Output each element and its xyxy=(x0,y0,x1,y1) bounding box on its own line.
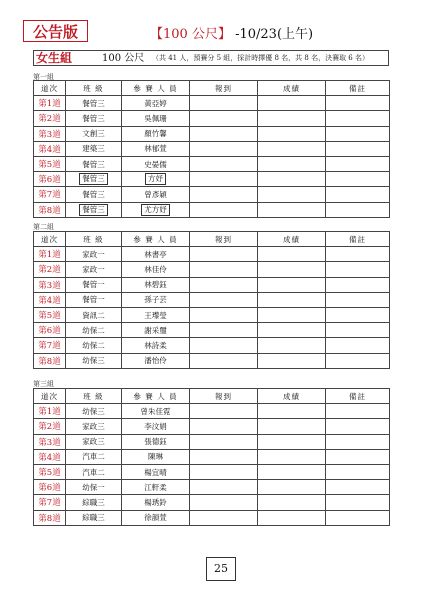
class-cell: 幼保二 xyxy=(66,338,122,353)
lane-cell: 第1道 xyxy=(34,247,66,262)
remarks-cell xyxy=(326,277,390,292)
checkin-cell xyxy=(190,277,258,292)
class-cell xyxy=(66,202,122,217)
class-cell: 餐管一 xyxy=(66,292,122,307)
lane-cell: 第4道 xyxy=(34,141,66,156)
lane-cell: 第6道 xyxy=(34,480,66,495)
column-header: 班 級 xyxy=(66,81,122,96)
class-cell: 綜職三 xyxy=(66,495,122,510)
remarks-cell xyxy=(326,464,390,479)
checkin-cell xyxy=(190,141,258,156)
class-cell: 幼保三 xyxy=(66,404,122,419)
table-row xyxy=(34,126,390,141)
checkin-cell xyxy=(190,156,258,171)
header-row xyxy=(34,81,390,96)
remarks-cell xyxy=(326,353,390,368)
category-bar xyxy=(33,50,389,66)
table-row xyxy=(34,202,390,217)
lane-cell: 第3道 xyxy=(34,277,66,292)
checkin-cell xyxy=(190,292,258,307)
athlete-cell: 林詩柔 xyxy=(122,338,190,353)
column-header: 道次 xyxy=(34,232,66,247)
athlete-cell xyxy=(122,172,190,187)
athlete-cell: 潘怡伶 xyxy=(122,353,190,368)
result-cell xyxy=(258,111,326,126)
boxed-class-text: 餐管三 xyxy=(79,173,108,185)
table-row xyxy=(34,510,390,525)
lane-cell: 第2道 xyxy=(34,262,66,277)
heat-table xyxy=(33,80,390,218)
table-row xyxy=(34,434,390,449)
class-cell: 餐管三 xyxy=(66,111,122,126)
athlete-cell: 陳琳 xyxy=(122,449,190,464)
table-row xyxy=(34,307,390,322)
class-cell: 餐管一 xyxy=(66,277,122,292)
lane-cell: 第2道 xyxy=(34,111,66,126)
class-cell: 幼保二 xyxy=(66,323,122,338)
class-cell: 家政一 xyxy=(66,262,122,277)
boxed-athlete-text: 方妤 xyxy=(145,173,166,185)
remarks-cell xyxy=(326,172,390,187)
class-cell: 餐管三 xyxy=(66,187,122,202)
announcement-badge: 公告版 xyxy=(23,20,88,42)
athlete-cell: 史晏儒 xyxy=(122,156,190,171)
remarks-cell xyxy=(326,292,390,307)
checkin-cell xyxy=(190,480,258,495)
column-header: 參 賽 人 員 xyxy=(122,389,190,404)
lane-cell: 第4道 xyxy=(34,449,66,464)
checkin-cell xyxy=(190,353,258,368)
event-title xyxy=(150,23,313,42)
result-cell xyxy=(258,96,326,111)
result-cell xyxy=(258,510,326,525)
boxed-class-text: 餐管三 xyxy=(79,204,108,216)
page-number: 25 xyxy=(206,557,236,581)
lane-cell: 第5道 xyxy=(34,307,66,322)
athlete-cell: 李汶娟 xyxy=(122,419,190,434)
remarks-cell xyxy=(326,126,390,141)
athlete-cell: 孫子芸 xyxy=(122,292,190,307)
class-cell: 家政一 xyxy=(66,247,122,262)
heat-label: 第二組 xyxy=(33,223,54,231)
lane-cell: 第6道 xyxy=(34,172,66,187)
checkin-cell xyxy=(190,111,258,126)
heat-label: 第一組 xyxy=(33,73,54,81)
result-cell xyxy=(258,262,326,277)
checkin-cell xyxy=(190,262,258,277)
remarks-cell xyxy=(326,307,390,322)
athlete-cell: 江軒柔 xyxy=(122,480,190,495)
class-cell: 資訊二 xyxy=(66,307,122,322)
column-header: 成績 xyxy=(258,232,326,247)
column-header: 報到 xyxy=(190,232,258,247)
column-header: 備註 xyxy=(326,232,390,247)
athlete-cell: 林郁萱 xyxy=(122,141,190,156)
athlete-cell: 王瓈瑩 xyxy=(122,307,190,322)
column-header: 報到 xyxy=(190,389,258,404)
lane-cell: 第7道 xyxy=(34,495,66,510)
athlete-cell: 林佳伶 xyxy=(122,262,190,277)
athlete-cell: 顏竹馨 xyxy=(122,126,190,141)
checkin-cell xyxy=(190,404,258,419)
table-row xyxy=(34,262,390,277)
table-row xyxy=(34,323,390,338)
checkin-cell xyxy=(190,247,258,262)
checkin-cell xyxy=(190,323,258,338)
remarks-cell xyxy=(326,202,390,217)
column-header: 參 賽 人 員 xyxy=(122,232,190,247)
column-header: 備註 xyxy=(326,81,390,96)
remarks-cell xyxy=(326,141,390,156)
remarks-cell xyxy=(326,404,390,419)
remarks-cell xyxy=(326,495,390,510)
athlete-cell: 林碧鈺 xyxy=(122,277,190,292)
distance-label: 100 公尺 xyxy=(102,53,145,64)
remarks-cell xyxy=(326,187,390,202)
heat-table xyxy=(33,388,390,526)
class-cell: 汽車二 xyxy=(66,449,122,464)
result-cell xyxy=(258,307,326,322)
checkin-cell xyxy=(190,510,258,525)
table-row xyxy=(34,353,390,368)
column-header: 備註 xyxy=(326,389,390,404)
lane-cell: 第1道 xyxy=(34,404,66,419)
remarks-cell xyxy=(326,434,390,449)
result-cell xyxy=(258,434,326,449)
checkin-cell xyxy=(190,202,258,217)
result-cell xyxy=(258,187,326,202)
athlete-cell: 林書亭 xyxy=(122,247,190,262)
checkin-cell xyxy=(190,419,258,434)
result-cell xyxy=(258,247,326,262)
lane-cell: 第5道 xyxy=(34,464,66,479)
athlete-cell: 謝采璽 xyxy=(122,323,190,338)
lane-cell: 第2道 xyxy=(34,419,66,434)
table-row xyxy=(34,495,390,510)
table-row xyxy=(34,480,390,495)
category-label: 女生組 xyxy=(36,51,73,65)
result-cell xyxy=(258,404,326,419)
athlete-cell: 曾朱佳霓 xyxy=(122,404,190,419)
table-row xyxy=(34,404,390,419)
lane-cell: 第8道 xyxy=(34,353,66,368)
boxed-athlete-text: 尤方妤 xyxy=(141,204,170,216)
column-header: 成績 xyxy=(258,389,326,404)
table-row xyxy=(34,172,390,187)
athlete-cell: 張德鈺 xyxy=(122,434,190,449)
table-row xyxy=(34,187,390,202)
lane-cell: 第4道 xyxy=(34,292,66,307)
table-row xyxy=(34,141,390,156)
table-row xyxy=(34,111,390,126)
remarks-cell xyxy=(326,247,390,262)
remarks-cell xyxy=(326,419,390,434)
result-cell xyxy=(258,419,326,434)
class-cell: 汽車二 xyxy=(66,464,122,479)
checkin-cell xyxy=(190,126,258,141)
lane-cell: 第8道 xyxy=(34,202,66,217)
heat-label: 第三組 xyxy=(33,380,54,388)
lane-cell: 第3道 xyxy=(34,434,66,449)
result-cell xyxy=(258,202,326,217)
result-cell xyxy=(258,464,326,479)
class-cell: 文創三 xyxy=(66,126,122,141)
remarks-cell xyxy=(326,323,390,338)
remarks-cell xyxy=(326,449,390,464)
result-cell xyxy=(258,126,326,141)
result-cell xyxy=(258,172,326,187)
class-cell: 餐管三 xyxy=(66,156,122,171)
athlete-cell xyxy=(122,202,190,217)
checkin-cell xyxy=(190,187,258,202)
result-cell xyxy=(258,480,326,495)
athlete-cell: 楊宜晴 xyxy=(122,464,190,479)
result-cell xyxy=(258,156,326,171)
document-header xyxy=(0,20,424,44)
result-cell xyxy=(258,141,326,156)
class-cell: 建築三 xyxy=(66,141,122,156)
checkin-cell xyxy=(190,172,258,187)
lane-cell: 第5道 xyxy=(34,156,66,171)
remarks-cell xyxy=(326,338,390,353)
table-row xyxy=(34,292,390,307)
lane-cell: 第3道 xyxy=(34,126,66,141)
result-cell xyxy=(258,495,326,510)
remarks-cell xyxy=(326,480,390,495)
checkin-cell xyxy=(190,495,258,510)
class-cell: 家政三 xyxy=(66,419,122,434)
table-row xyxy=(34,277,390,292)
lane-cell: 第6道 xyxy=(34,323,66,338)
lane-cell: 第7道 xyxy=(34,187,66,202)
table-row xyxy=(34,96,390,111)
header-row xyxy=(34,389,390,404)
athlete-cell: 徐韻萱 xyxy=(122,510,190,525)
checkin-cell xyxy=(190,338,258,353)
checkin-cell xyxy=(190,464,258,479)
result-cell xyxy=(258,449,326,464)
lane-cell: 第7道 xyxy=(34,338,66,353)
qualification-note: （共 41 人，預賽分 5 組，採計時擇優 8 名，共 8 名，決賽取 6 名） xyxy=(152,54,369,62)
remarks-cell xyxy=(326,262,390,277)
remarks-cell xyxy=(326,96,390,111)
event-date: -10/23(上午) xyxy=(235,27,314,42)
result-cell xyxy=(258,292,326,307)
athlete-cell: 吳佩珊 xyxy=(122,111,190,126)
checkin-cell xyxy=(190,307,258,322)
table-row xyxy=(34,338,390,353)
lane-cell: 第8道 xyxy=(34,510,66,525)
result-cell xyxy=(258,353,326,368)
athlete-cell: 黃亞婷 xyxy=(122,96,190,111)
remarks-cell xyxy=(326,156,390,171)
event-name: 【100 公尺】 xyxy=(150,27,231,42)
result-cell xyxy=(258,277,326,292)
checkin-cell xyxy=(190,449,258,464)
class-cell xyxy=(66,172,122,187)
checkin-cell xyxy=(190,434,258,449)
heat-table xyxy=(33,231,390,369)
table-row xyxy=(34,419,390,434)
table-row xyxy=(34,449,390,464)
column-header: 班 級 xyxy=(66,389,122,404)
header-row xyxy=(34,232,390,247)
remarks-cell xyxy=(326,510,390,525)
column-header: 班 級 xyxy=(66,232,122,247)
column-header: 道次 xyxy=(34,389,66,404)
class-cell: 家政三 xyxy=(66,434,122,449)
table-row xyxy=(34,247,390,262)
class-cell: 幼保三 xyxy=(66,353,122,368)
athlete-cell: 楊琇鈴 xyxy=(122,495,190,510)
column-header: 報到 xyxy=(190,81,258,96)
class-cell: 綜職三 xyxy=(66,510,122,525)
result-cell xyxy=(258,323,326,338)
column-header: 道次 xyxy=(34,81,66,96)
checkin-cell xyxy=(190,96,258,111)
column-header: 成績 xyxy=(258,81,326,96)
table-row xyxy=(34,464,390,479)
lane-cell: 第1道 xyxy=(34,96,66,111)
remarks-cell xyxy=(326,111,390,126)
class-cell: 幼保一 xyxy=(66,480,122,495)
athlete-cell: 曾彥穎 xyxy=(122,187,190,202)
column-header: 參 賽 人 員 xyxy=(122,81,190,96)
result-cell xyxy=(258,338,326,353)
table-row xyxy=(34,156,390,171)
class-cell: 餐管三 xyxy=(66,96,122,111)
